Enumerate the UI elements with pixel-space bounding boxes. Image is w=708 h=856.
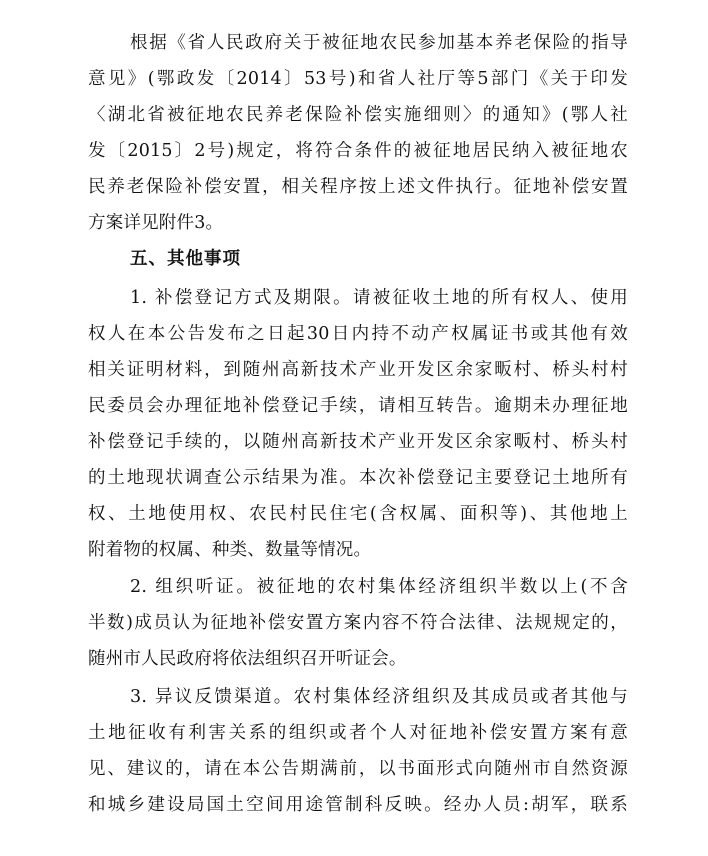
item-3-line: 和城乡建设局国土空间用途管制科反映。经办人员:胡军，联系: [88, 795, 628, 815]
item-1-line: 权人在本公告发布之日起30日内持不动产权属证书或其他有效: [88, 324, 628, 344]
item-1-line: 相关证明材料，到随州高新技术产业开发区余家畈村、桥头村村: [88, 360, 628, 380]
item-2-line: 随州市人民政府将依法组织召开听证会。: [88, 649, 407, 669]
item-1-line: 附着物的权属、种类、数量等情况。: [88, 540, 372, 560]
item-1-line: 的土地现状调查公示结果为准。本次补偿登记主要登记土地所有: [88, 468, 628, 488]
paragraph-1-line: 民养老保险补偿安置，相关程序按上述文件执行。征地补偿安置: [88, 177, 628, 197]
paragraph-1-line: 〈湖北省被征地农民养老保险补偿实施细则〉的通知》(鄂人社: [88, 105, 628, 125]
paragraph-1-line: 方案详见附件3。: [88, 213, 224, 233]
item-1-line: 民委员会办理征地补偿登记手续，请相互转告。逾期未办理征地: [88, 396, 628, 416]
section-heading: 五、其他事项: [130, 249, 241, 269]
item-3-line: 土地征收有利害关系的组织或者个人对征地补偿安置方案有意: [88, 723, 628, 743]
item-2-line: 半数)成员认为征地补偿安置方案内容不符合法律、法规规定的，: [88, 613, 628, 633]
paragraph-1-line: 意见》(鄂政发〔2014〕53号)和省人社厅等5部门《关于印发: [88, 69, 628, 89]
paragraph-1-line: 根据《省人民政府关于被征地农民参加基本养老保险的指导: [130, 33, 628, 53]
item-3-line: 见、建议的，请在本公告期满前，以书面形式向随州市自然资源: [88, 759, 628, 779]
paragraph-1-line: 发〔2015〕2号)规定，将符合条件的被征地居民纳入被征地农: [88, 141, 628, 161]
item-3-line: 3. 异议反馈渠道。农村集体经济组织及其成员或者其他与: [130, 687, 628, 707]
item-2-line: 2. 组织听证。被征地的农村集体经济组织半数以上(不含: [130, 577, 628, 597]
item-1-line: 补偿登记手续的，以随州高新技术产业开发区余家畈村、桥头村: [88, 432, 628, 452]
item-1-line: 1. 补偿登记方式及期限。请被征收土地的所有权人、使用: [130, 288, 628, 308]
item-1-line: 权、土地使用权、农民村民住宅(含权属、面积等)、其他地上: [88, 504, 628, 524]
